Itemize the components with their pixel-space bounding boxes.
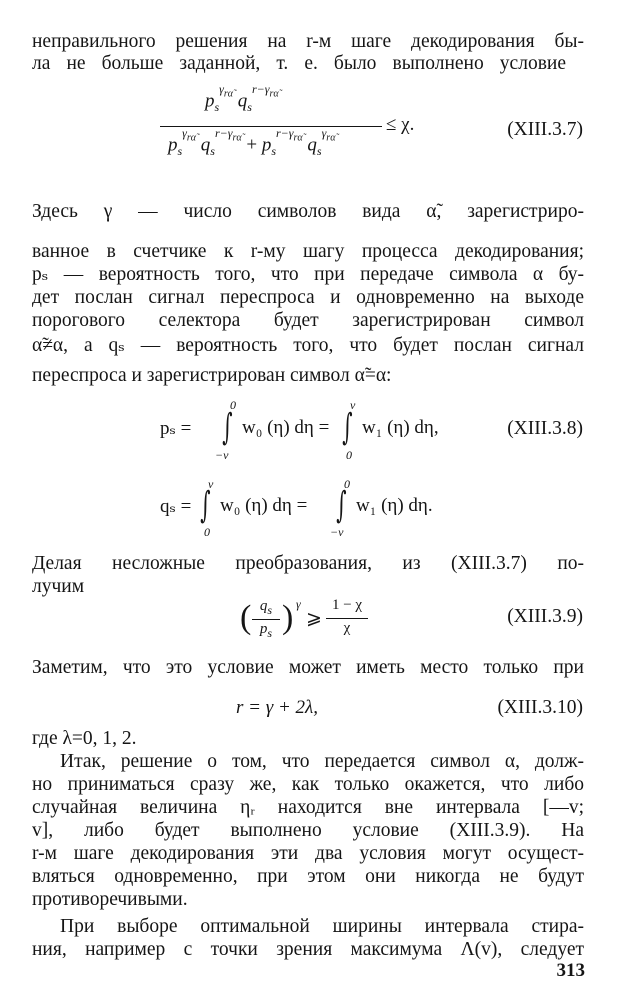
exponent-gamma: γ [296,597,301,611]
eq-ps: pₛ = [160,418,192,439]
integral-sign: ∫ [222,407,233,448]
int-upper-limit: 0 [230,398,236,412]
equation-number: (XIII.3.9) [507,606,583,627]
fraction-bar [326,618,368,619]
eq-rhs-den: χ [343,620,351,636]
text-line: переспроса и зарегистрирован символ α̃=α: [32,365,392,386]
eq-inner-den: $p_s$ [259,621,273,640]
text-line: Здесь γ — число символов вида α̃, зарегистриро- [32,201,584,222]
eq-mid: w₀ (η) dη = [242,417,330,438]
page-number: 313 [556,960,585,981]
eq-rhs-num: 1 − χ [331,597,363,613]
eq-denominator: $p_s^{\gamma_{r\alphã}}$ $q_s^{r-\gamma_{r\alphã}} + p_s^{r-\gamma_{r\alphã}}$ $q_s^{\gamma_{r\alphã}}$ [168,126,336,159]
eq-qend: w₁ (η) dη. [356,495,433,516]
int-lower-limit: −v [215,448,229,462]
ge-sign: ⩾ [306,608,322,629]
fraction-bar [252,619,280,620]
equation-13-3-10: r = γ + 2λ, [236,697,319,718]
eq-inner-num: $q_s$ [259,598,273,617]
left-paren: ( [240,599,252,636]
text-line: дет послан сигнал переспроса и одновременно на выходе [32,287,584,308]
eq-numerator: $p_s^{\gamma_{r\alphã}}$ $q_s^{r-\gamma_{r\alphã}}$ [205,82,279,115]
int-lower-limit: 0 [346,448,352,462]
int-upper-limit: 0 [344,477,350,491]
text-line: α̃≠α, а qₛ — вероятность того, что будет послан сигнал [32,335,584,356]
eq-qmid: w₀ (η) dη = [220,495,308,516]
text-line: вляться одновременно, при этом они никогда не будут [32,866,584,887]
equation-number: (XIII.3.7) [507,119,583,140]
text-line: При выборе оптимальной ширины интервала стира- [60,916,584,937]
text-line: pₛ — вероятность того, что при передаче символа α бу- [32,264,584,285]
text-line: лучим [32,576,85,597]
eq-qs: qₛ = [160,496,192,517]
integral-sign: ∫ [342,407,353,448]
integral-sign: ∫ [336,485,347,526]
eq-end: w₁ (η) dη, [362,417,439,438]
eq-rhs: ≤ χ. [386,114,415,135]
text-line: r-м шаге декодирования эти два условия могут осущест- [32,843,584,864]
int-lower-limit: 0 [204,525,210,539]
text-line: порогового селектора будет зарегистрирован символ [32,310,584,331]
equation-number: (XIII.3.10) [497,697,583,718]
text-line: v], либо будет выполнено условие (XIII.3.9). На [32,820,584,841]
integral-sign: ∫ [200,485,211,526]
equation-number: (XIII.3.8) [507,418,583,439]
text-line: ла не больше заданной, т. е. было выполнено условие [32,53,566,74]
text-line: неправильного решения на r-м шаге декодирования бы- [32,31,584,52]
text-line: Заметим, что это условие может иметь место только при [32,657,584,678]
text-line: ванное в счетчике к r-му шагу процесса декодирования; [32,241,584,262]
text-line: Итак, решение о том, что передается символ α, долж- [60,751,584,772]
text-line: где λ=0, 1, 2. [32,728,137,749]
int-upper-limit: v [350,398,356,412]
text-line: противоречивыми. [32,889,188,910]
text-line: Делая несложные преобразования, из (XIII.3.7) по- [32,553,584,574]
int-upper-limit: v [208,477,214,491]
int-lower-limit: −v [330,525,344,539]
text-line: но приниматься сразу же, как только окажется, что либо [32,774,584,795]
text-line: ния, например с точки зрения максимума Λ(v), следует [32,939,584,960]
right-paren: ) [282,599,294,636]
text-line: случайная величина ηᵣ находится вне интервала [—v; [32,797,584,818]
